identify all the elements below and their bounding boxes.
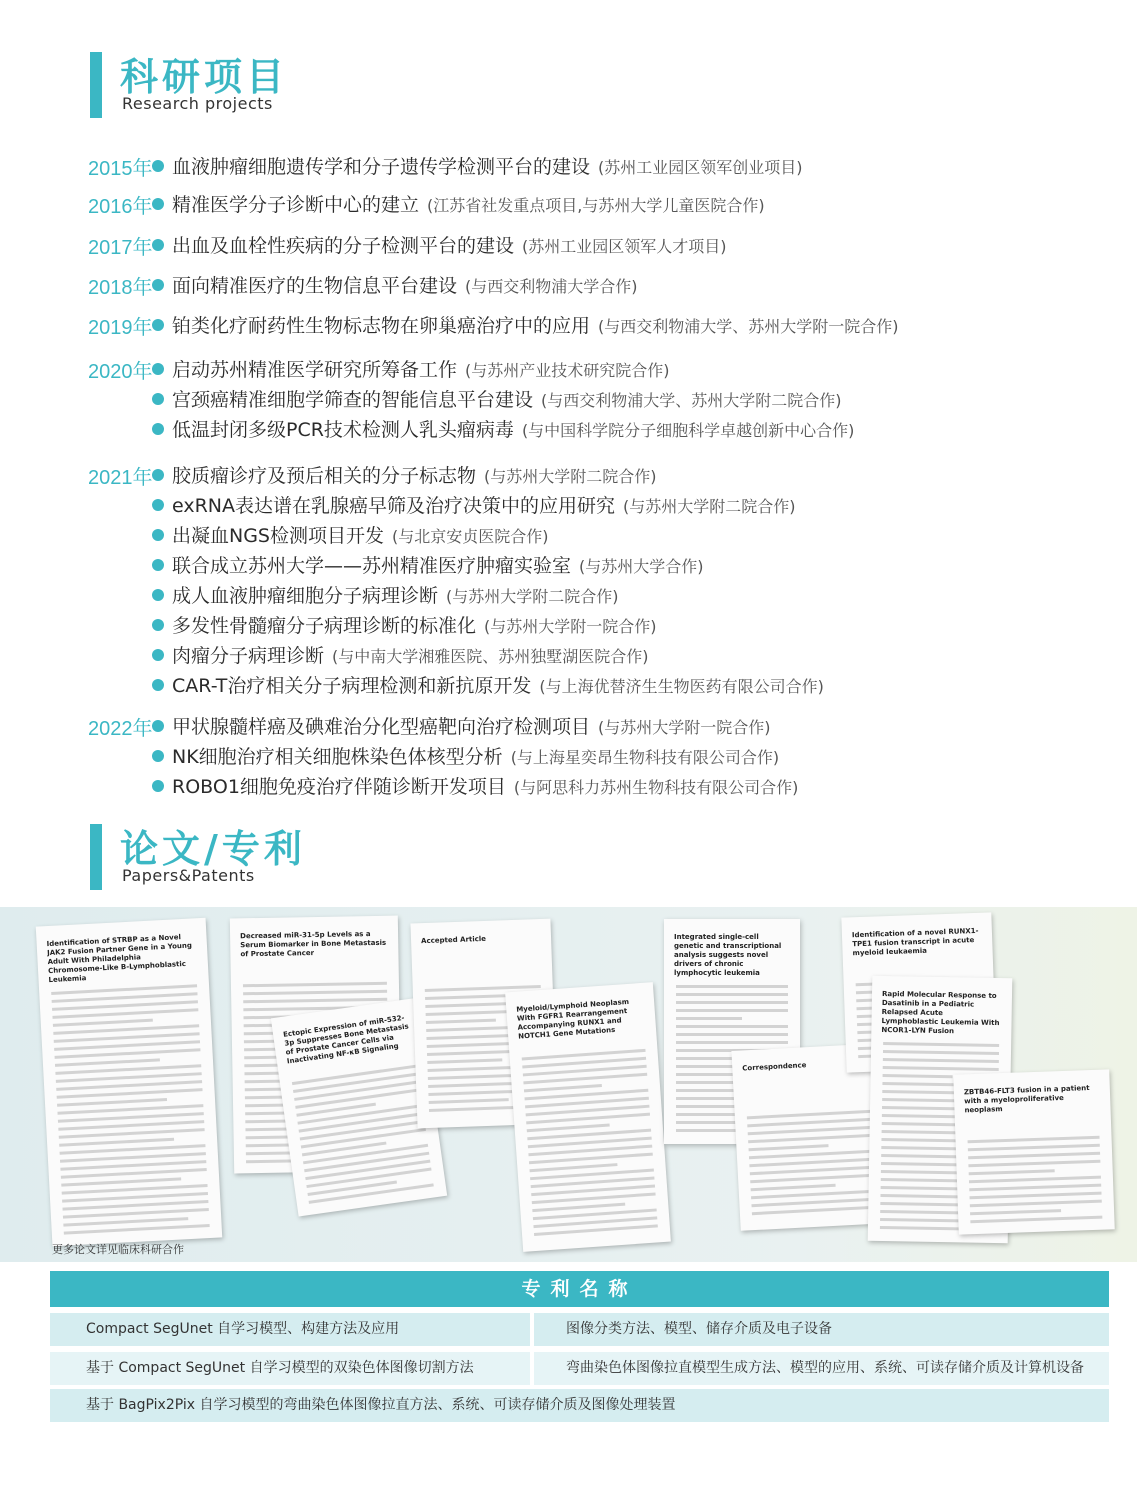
patent-name: Compact SegUnet 自学习模型、构建方法及应用 [86, 1321, 400, 1337]
project-item [172, 385, 842, 412]
paper-title: Rapid Molecular Response to Dasatinib in a Pediatric Relapsed Acute Lymphoblastic Leukemia With NCOR1-LYN Fusion [881, 989, 1000, 1036]
bullet-dot-icon [152, 559, 164, 571]
project-item [172, 611, 657, 638]
text-line [750, 1174, 876, 1184]
text-line [57, 1098, 167, 1107]
project-partner-note: (苏州工业园区领军创业项目) [598, 158, 803, 177]
text-line [883, 1066, 999, 1071]
project-item [172, 742, 779, 769]
text-line [676, 1009, 788, 1012]
project-partner-note: (与苏州大学合作) [579, 557, 704, 576]
text-line [64, 1224, 210, 1235]
project-title: 联合成立苏州大学——苏州精准医疗肿瘤实验室 [172, 555, 572, 577]
research-title: 科研项目 [120, 55, 289, 99]
bullet-dot-icon [152, 619, 164, 631]
project-title: 低温封闭多级PCR技术检测人乳头瘤病毒 [172, 419, 514, 441]
paper-thumbnail [36, 918, 223, 1246]
research-subtitle: Research projects [122, 94, 273, 113]
bullet-dot-icon [152, 589, 164, 601]
text-line [426, 1019, 496, 1024]
project-partner-note: (与苏州大学附一院合作) [598, 718, 771, 737]
papers-collage [0, 907, 1137, 1262]
project-partner-note: (与苏州产业技术研究院合作) [465, 361, 670, 380]
patents-header: 专利名称 [50, 1271, 1109, 1307]
project-item [172, 190, 765, 217]
paper-title: Identification of STRBP as a Novel JAK2 Fusion Partner Gene in a Young Adult With Philadelphia Chromosome-Like B-Lymphoblastic Leukemia [46, 933, 193, 985]
text-line [61, 1168, 207, 1179]
bullet-dot-icon [152, 679, 164, 691]
year-label: 2019年 [88, 317, 153, 339]
text-line [243, 990, 387, 996]
paper-title: ZBTB46-FLT3 fusion in a patient with a myeloproliferative neoplasm [963, 1084, 1090, 1115]
paper-thumbnail [505, 982, 671, 1252]
project-title: 铂类化疗耐药性生物标志物在卵巢癌治疗中的应用 [172, 315, 591, 337]
paper-title: Accepted Article [420, 934, 487, 946]
paper-title: Decreased miR-31-5p Levels as a Serum Biomarker in Bone Metastasis of Prostate Cancer [240, 930, 387, 959]
project-partner-note: (与中南大学湘雅医院、苏州独墅湖医院合作) [332, 647, 649, 666]
text-line [883, 1074, 953, 1078]
papers-subtitle: Papers&Patents [122, 866, 255, 885]
heading-bar [90, 52, 102, 118]
bullet-dot-icon [152, 649, 164, 661]
project-partner-note: (与西交利物浦大学、苏州大学附二院合作) [541, 391, 842, 410]
year-label: 2018年 [88, 277, 153, 299]
project-item [172, 772, 798, 799]
project-title: 胶质瘤诊疗及预后相关的分子标志物 [172, 465, 477, 487]
project-item [172, 581, 619, 608]
project-item [172, 551, 704, 578]
project-title: 面向精准医疗的生物信息平台建设 [172, 275, 458, 297]
bullet-dot-icon [152, 279, 164, 291]
paper-title: Correspondence [742, 1061, 807, 1073]
project-item [172, 152, 803, 179]
project-title: 多发性骨髓瘤分子病理诊断的标准化 [172, 615, 477, 637]
text-line [52, 1008, 198, 1019]
text-line [749, 1144, 829, 1151]
patent-name: 基于 Compact SegUnet 自学习模型的双染色体图像切割方法 [86, 1360, 474, 1376]
project-title: CAR-T治疗相关分子病理检测和新抗原开发 [172, 675, 532, 697]
text-line [748, 1134, 874, 1144]
text-line [55, 1048, 201, 1059]
year-label: 2021年 [88, 467, 153, 489]
project-title: 血液肿瘤细胞遗传学和分子遗传学检测平台的建设 [172, 156, 591, 178]
project-title: 出凝血NGS检测项目开发 [172, 525, 384, 547]
text-line [968, 1136, 1100, 1144]
text-line [882, 1114, 957, 1118]
papers-caption: 更多论文详见临床科研合作 [52, 1243, 184, 1256]
project-item [172, 712, 771, 739]
bullet-dot-icon [152, 780, 164, 792]
paper-title: Myeloid/Lymphoid Neoplasm With FGFR1 Rearrangement Accompanying RUNX1 and NOTCH1 Gene Mutations [516, 997, 630, 1041]
patent-name: 基于 BagPix2Pix 自学习模型的弯曲染色体图像拉直方法、系统、可读存储介质及图像处理装置 [86, 1397, 676, 1413]
project-item [172, 521, 549, 548]
paper-title: Ectopic Expression of miR-532-3p Suppresses Bone Metastasis of Prostate Cancer Cells via Inactivating NF-κB Signaling [282, 1013, 410, 1066]
text-line [969, 1176, 1101, 1184]
paper-title: Identification of a novel RUNX1-TPE1 fusion transcript in acute myeloid leukaemia [851, 926, 979, 958]
paper-title: Integrated single-cell genetic and transcriptional analysis suggests novel drivers of chronic lymphocytic leukemia [674, 933, 782, 977]
text-line [969, 1169, 1055, 1175]
project-partner-note: (与苏州大学附二院合作) [446, 587, 619, 606]
bullet-dot-icon [152, 423, 164, 435]
text-line [59, 1138, 174, 1147]
project-partner-note: (与苏州大学附二院合作) [623, 497, 796, 516]
project-partner-note: (与北京安贞医院合作) [392, 527, 549, 546]
text-line [53, 1019, 153, 1027]
text-line [57, 1088, 203, 1099]
project-partner-note: (江苏省社发重点项目,与苏州大学儿童医院合作) [427, 196, 765, 215]
project-title: 宫颈癌精准细胞学筛查的智能信息平台建设 [172, 389, 534, 411]
text-line [676, 993, 788, 996]
text-line [676, 1017, 742, 1020]
text-line [969, 1184, 1101, 1192]
project-title: NK细胞治疗相关细胞株染色体核型分析 [172, 746, 503, 768]
text-line [751, 1184, 836, 1191]
heading-bar [90, 824, 102, 890]
bullet-dot-icon [152, 239, 164, 251]
text-line [527, 1124, 610, 1133]
text-line [59, 1128, 205, 1139]
text-line [968, 1144, 1100, 1152]
text-line [243, 998, 387, 1004]
project-item [172, 271, 638, 298]
bullet-dot-icon [152, 319, 164, 331]
text-line [970, 1192, 1102, 1200]
project-partner-note: (与上海优替济生生物医药有限公司合作) [539, 677, 824, 696]
papers-title: 论文/专利 [120, 827, 306, 871]
text-line [676, 1041, 788, 1044]
project-item [172, 415, 854, 442]
project-title: ROBO1细胞免疫治疗伴随诊断开发项目 [172, 776, 506, 798]
project-title: 肉瘤分子病理诊断 [172, 645, 325, 667]
paper-thumbnail [953, 1069, 1114, 1234]
bullet-dot-icon [152, 720, 164, 732]
year-label: 2020年 [88, 361, 153, 383]
text-line [61, 1177, 181, 1186]
text-line [883, 1042, 999, 1047]
bullet-dot-icon [152, 469, 164, 481]
text-line [970, 1200, 1102, 1208]
patent-row [50, 1352, 1109, 1385]
project-item [172, 671, 824, 698]
text-line [970, 1209, 1061, 1215]
bullet-dot-icon [152, 363, 164, 375]
text-line [524, 1084, 602, 1092]
text-line [243, 982, 387, 988]
project-partner-note: (与苏州大学附二院合作) [484, 467, 657, 486]
project-item [172, 491, 796, 518]
text-line [883, 1058, 999, 1063]
project-item [172, 355, 670, 382]
project-title: exRNA表达谱在乳腺癌早筛及治疗决策中的应用研究 [172, 495, 616, 517]
project-partner-note: (与苏州大学附一院合作) [484, 617, 657, 636]
project-item [172, 461, 657, 488]
project-partner-note: (苏州工业园区领军人才项目) [522, 237, 727, 256]
text-line [968, 1160, 1100, 1168]
text-line [970, 1216, 1102, 1224]
text-line [881, 1154, 961, 1158]
text-line [883, 1050, 999, 1055]
project-partner-note: (与中国科学院分子细胞科学卓越创新中心合作) [521, 421, 855, 440]
patent-name: 弯曲染色体图像拉直模型生成方法、模型的应用、系统、可读存储介质及计算机设备 [566, 1360, 1084, 1376]
patent-row [50, 1313, 1109, 1346]
text-line [676, 985, 788, 988]
text-line [55, 1058, 160, 1066]
year-label: 2017年 [88, 237, 153, 259]
bullet-dot-icon [152, 499, 164, 511]
year-label: 2015年 [88, 158, 153, 180]
bullet-dot-icon [152, 750, 164, 762]
patent-row [50, 1389, 1109, 1422]
text-line [676, 1025, 788, 1028]
text-line [968, 1152, 1100, 1160]
bullet-dot-icon [152, 529, 164, 541]
text-line [529, 1163, 617, 1172]
project-item [172, 231, 727, 258]
project-title: 成人血液肿瘤细胞分子病理诊断 [172, 585, 439, 607]
text-line [429, 1098, 509, 1104]
project-title: 甲状腺髓样癌及碘难治分化型癌靶向治疗检测项目 [172, 716, 591, 738]
text-line [427, 1058, 502, 1064]
bullet-dot-icon [152, 393, 164, 405]
project-partner-note: (与西交利物浦大学、苏州大学附一院合作) [598, 317, 899, 336]
project-title: 启动苏州精准医学研究所筹备工作 [172, 359, 458, 381]
text-line [676, 1033, 788, 1036]
bullet-dot-icon [152, 160, 164, 172]
project-item [172, 641, 649, 668]
project-title: 精准医学分子诊断中心的建立 [172, 194, 420, 216]
project-title: 出血及血栓性疾病的分子检测平台的建设 [172, 235, 515, 257]
project-partner-note: (与阿思科力苏州生物科技有限公司合作) [513, 778, 799, 797]
year-label: 2022年 [88, 718, 153, 740]
patent-name: 图像分类方法、模型、储存介质及电子设备 [566, 1321, 832, 1337]
project-partner-note: (与上海星奕昂生物科技有限公司合作) [510, 748, 780, 767]
project-partner-note: (与西交利物浦大学合作) [465, 277, 638, 296]
text-line [880, 1194, 965, 1198]
project-item [172, 311, 899, 338]
text-line [752, 1206, 878, 1216]
year-label: 2016年 [88, 196, 153, 218]
text-line [676, 1001, 788, 1004]
bullet-dot-icon [152, 198, 164, 210]
